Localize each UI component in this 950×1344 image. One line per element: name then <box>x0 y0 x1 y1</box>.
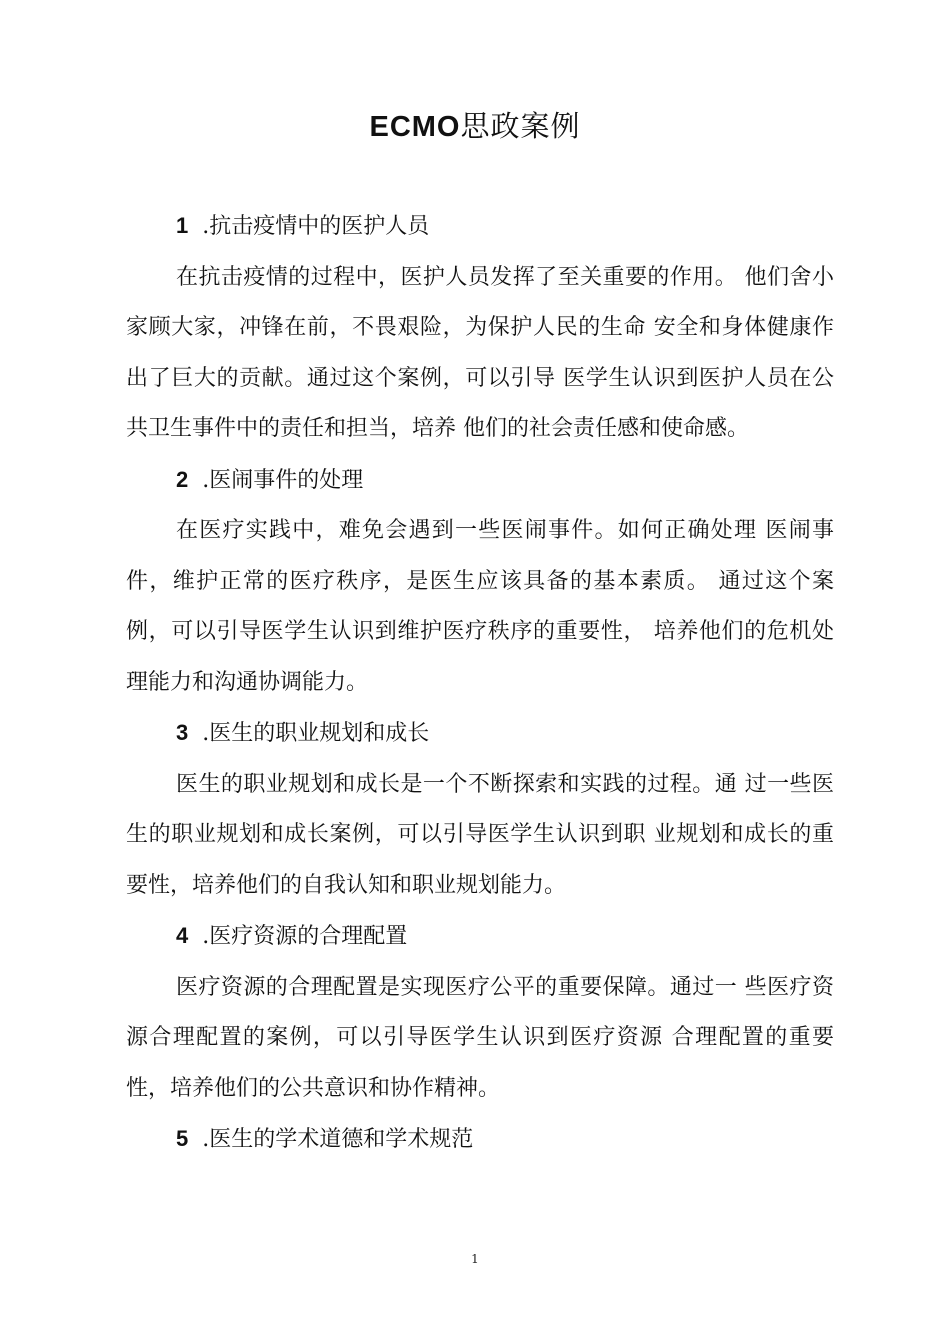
section-number: 2 <box>176 466 189 492</box>
section-paragraph: 在抗击疫情的过程中，医护人员发挥了至关重要的作用。 他们舍小家顾大家，冲锋在前，不畏艰险，为保护人民的生命 安全和身体健康作出了巨大的贡献。通过这个案例，可以引导 医学生认识到医护人员在公共卫生事件中的责任和担当，培养 他们的社会责任感和使命感。 <box>126 264 834 441</box>
document-body <box>126 201 834 1166</box>
section-heading <box>126 1114 834 1166</box>
section-paragraph: 医生的职业规划和成长是一个不断探索和实践的过程。通 过一些医生的职业规划和成长案例，可以引导医学生认识到职 业规划和成长的重要性，培养他们的自我认知和职业规划能力。 <box>126 771 834 898</box>
section-number: 4 <box>176 923 189 948</box>
title-chinese: 思政案例 <box>460 109 581 143</box>
section-heading-text: .医生的职业规划和成长 <box>202 721 430 746</box>
section-heading <box>126 455 834 507</box>
page-title <box>0 104 950 149</box>
title-latin: ECMO <box>369 111 461 143</box>
section-number: 5 <box>176 1126 189 1151</box>
section-heading <box>126 201 834 253</box>
page-number: 1 <box>471 1252 479 1266</box>
section-heading-text: .医闹事件的处理 <box>202 467 364 493</box>
section-heading <box>126 911 834 963</box>
section-heading <box>126 708 834 760</box>
section-heading-text: .抗击疫情中的医护人员 <box>202 214 430 239</box>
section-heading-text: .医疗资源的合理配置 <box>202 924 408 949</box>
section-heading-text: .医生的学术道德和学术规范 <box>202 1127 474 1152</box>
section-number: 1 <box>176 213 189 238</box>
section-number: 3 <box>176 720 189 745</box>
section-paragraph: 医疗资源的合理配置是实现医疗公平的重要保障。通过一 些医疗资源合理配置的案例，可以引导医学生认识到医疗资源 合理配置的重要性，培养他们的公共意识和协作精神。 <box>126 974 834 1101</box>
section-paragraph: 在医疗实践中，难免会遇到一些医闹事件。如何正确处理 医闹事件，维护正常的医疗秩序，是医生应该具备的基本素质。 通过这个案例，可以引导医学生认识到维护医疗秩序的重要性， 培养他们的危机处理能力和沟通协调能力。 <box>126 518 834 695</box>
